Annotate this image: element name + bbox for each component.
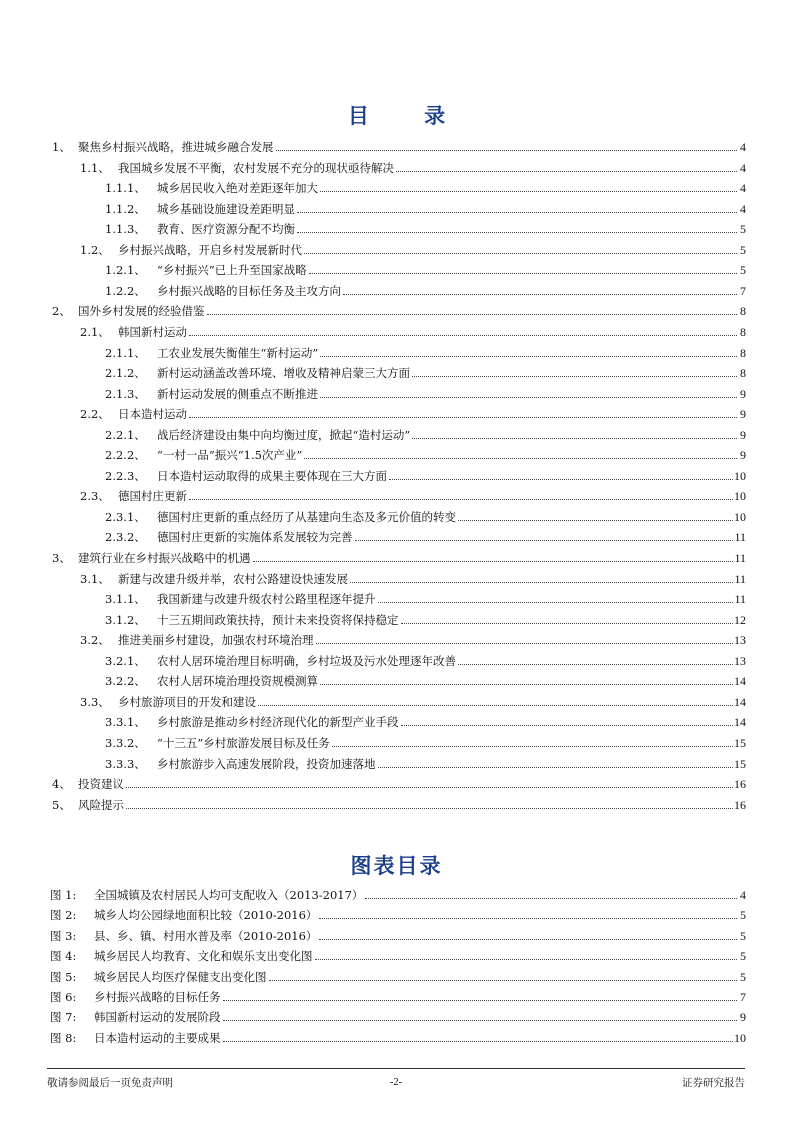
figure-entry[interactable] bbox=[50, 984, 746, 1004]
entry-number: 2.2.1、 bbox=[105, 427, 146, 442]
entry-page: 9 bbox=[740, 386, 746, 401]
leader-dots bbox=[378, 767, 734, 768]
entry-title: 德国村庄更新 bbox=[118, 489, 187, 504]
toc-item[interactable] bbox=[105, 340, 746, 360]
entry-title: 韩国新村运动 bbox=[118, 324, 187, 339]
entry-number: 3、 bbox=[52, 551, 71, 565]
entry-title: 农村人居环境治理投资规模测算 bbox=[157, 674, 318, 689]
entry-page: 7 bbox=[740, 283, 746, 298]
figure-list-title: 图表目录 bbox=[350, 854, 443, 878]
entry-number: 4、 bbox=[52, 777, 71, 792]
entry-number: 3.3、 bbox=[80, 694, 110, 709]
entry-number: 图 1: bbox=[50, 888, 77, 902]
entry-number: 2.1.3、 bbox=[105, 386, 146, 401]
leader-dots bbox=[396, 171, 737, 172]
entry-title: 战后经济建设由集中向均衡过度，掀起“造村运动” bbox=[157, 427, 411, 442]
toc-item[interactable] bbox=[105, 751, 746, 771]
entry-number: 3.3.1、 bbox=[105, 715, 146, 730]
entry-number: 1.1.1、 bbox=[105, 181, 146, 196]
entry-page: 9 bbox=[740, 448, 746, 463]
entry-page: 5 bbox=[740, 949, 746, 964]
entry-title: 农村人居环境治理目标明确，乡村垃圾及污水处理逐年改善 bbox=[157, 653, 456, 668]
entry-page: 10 bbox=[734, 1030, 746, 1045]
entry-page: 10 bbox=[734, 509, 746, 524]
entry-number: 图 5: bbox=[50, 969, 77, 984]
leader-dots bbox=[223, 1041, 734, 1042]
entry-title: 我国新建与改建升级农村公路里程逐年提升 bbox=[157, 592, 376, 607]
leader-dots bbox=[316, 643, 734, 644]
entry-title: 教育、医疗资源分配不均衡 bbox=[157, 222, 295, 237]
entry-number: 3.2.1、 bbox=[105, 653, 146, 668]
entry-page: 16 bbox=[734, 797, 746, 812]
entry-number: 2.3、 bbox=[80, 489, 110, 504]
figure-entry[interactable] bbox=[50, 902, 746, 922]
entry-page: 9 bbox=[740, 1010, 746, 1025]
leader-dots bbox=[189, 335, 737, 336]
entry-page: 4 bbox=[740, 181, 746, 196]
toc-item[interactable] bbox=[105, 463, 746, 483]
entry-number: 2.2.2、 bbox=[105, 448, 146, 463]
entry-title: 县、乡、镇、村用水普及率（2010-2016） bbox=[94, 928, 318, 943]
leader-dots bbox=[315, 959, 738, 960]
entry-page: 9 bbox=[740, 427, 746, 442]
entry-title: 城乡居民人均医疗保健支出变化图 bbox=[94, 969, 267, 984]
entry-page: 11 bbox=[734, 551, 746, 565]
entry-page: 7 bbox=[740, 990, 746, 1004]
entry-number: 1.2.2、 bbox=[105, 283, 146, 298]
toc-subsection[interactable] bbox=[80, 155, 746, 175]
entry-title: 推进美丽乡村建设，加强农村环境治理 bbox=[118, 633, 314, 648]
figure-entry[interactable] bbox=[50, 1004, 746, 1024]
leader-dots bbox=[350, 582, 733, 583]
leader-dots bbox=[297, 232, 737, 233]
entry-title: 新建与改建升级并举，农村公路建设快速发展 bbox=[118, 571, 348, 586]
entry-title: 乡村旅游步入高速发展阶段，投资加速落地 bbox=[157, 756, 376, 771]
entry-number: 2.2.3、 bbox=[105, 468, 146, 483]
entry-number: 2.2、 bbox=[80, 407, 110, 422]
entry-title: “一村一品”振兴“1.5次产业” bbox=[157, 448, 303, 463]
entry-page: 8 bbox=[740, 324, 746, 339]
entry-title: 国外乡村发展的经验借鉴 bbox=[78, 304, 205, 319]
entry-page: 4 bbox=[740, 888, 746, 902]
footer-disclaimer: 敬请参阅最后一页免责声明 bbox=[47, 1076, 173, 1089]
entry-title: 聚焦乡村振兴战略，推进城乡融合发展 bbox=[78, 140, 274, 154]
toc-item[interactable] bbox=[105, 442, 746, 462]
leader-dots bbox=[343, 294, 737, 295]
entry-number: 3.3.2、 bbox=[105, 735, 146, 750]
leader-dots bbox=[189, 499, 733, 500]
toc-item[interactable] bbox=[105, 422, 746, 442]
entry-number: 3.2.2、 bbox=[105, 674, 146, 689]
toc-section[interactable] bbox=[52, 134, 746, 154]
toc-subsection[interactable] bbox=[80, 627, 746, 647]
entry-number: 1.2.1、 bbox=[105, 263, 146, 278]
entry-page: 15 bbox=[734, 735, 746, 750]
entry-title: 新村运动涵盖改善环境、增收及精神启蒙三大方面 bbox=[157, 366, 410, 381]
entry-number: 2.3.1、 bbox=[105, 509, 146, 524]
entry-title: 德国村庄更新的实施体系发展较为完善 bbox=[157, 530, 353, 545]
figure-entry[interactable] bbox=[50, 1025, 746, 1045]
toc-item[interactable] bbox=[105, 278, 746, 298]
entry-title: 乡村振兴战略的目标任务 bbox=[94, 990, 221, 1004]
entry-number: 5、 bbox=[52, 797, 71, 812]
toc-subsection[interactable] bbox=[80, 689, 746, 709]
entry-title: 我国城乡发展不平衡，农村发展不充分的现状亟待解决 bbox=[118, 160, 394, 175]
entry-page: 4 bbox=[740, 160, 746, 175]
entry-page: 14 bbox=[734, 694, 746, 709]
leader-dots bbox=[320, 356, 737, 357]
leader-dots bbox=[412, 438, 737, 439]
entry-number: 1.1、 bbox=[80, 160, 110, 175]
entry-number: 图 8: bbox=[50, 1030, 77, 1045]
entry-number: 2.3.2、 bbox=[105, 530, 146, 545]
entry-number: 2、 bbox=[52, 304, 71, 319]
leader-dots bbox=[297, 212, 737, 213]
leader-dots bbox=[378, 602, 734, 603]
entry-title: “十三五”乡村旅游发展目标及任务 bbox=[157, 735, 330, 750]
entry-page: 9 bbox=[740, 407, 746, 422]
entry-page: 5 bbox=[740, 969, 746, 984]
entry-number: 3.1.2、 bbox=[105, 612, 146, 627]
leader-dots bbox=[332, 746, 733, 747]
toc-item[interactable] bbox=[105, 607, 746, 627]
toc-item[interactable] bbox=[105, 360, 746, 380]
toc-item[interactable] bbox=[105, 524, 746, 544]
leader-dots bbox=[207, 314, 738, 315]
entry-number: 图 6: bbox=[50, 990, 77, 1004]
entry-title: 日本造村运动 bbox=[118, 407, 187, 422]
entry-page: 10 bbox=[734, 489, 746, 504]
leader-dots bbox=[319, 918, 737, 919]
entry-title: 工农业发展失衡催生“新村运动” bbox=[157, 345, 319, 360]
leader-dots bbox=[458, 520, 733, 521]
entry-number: 图 4: bbox=[50, 949, 77, 964]
entry-title: 新村运动发展的侧重点不断推进 bbox=[157, 386, 318, 401]
entry-page: 16 bbox=[734, 777, 746, 792]
toc-section[interactable] bbox=[52, 792, 746, 812]
entry-title: 乡村振兴战略，开启乡村发展新时代 bbox=[118, 242, 302, 257]
footer-divider bbox=[47, 1068, 745, 1069]
entry-title: 乡村旅游是推动乡村经济现代化的新型产业手段 bbox=[157, 715, 399, 730]
entry-title: 全国城镇及农村居民人均可支配收入（2013-2017） bbox=[94, 888, 364, 902]
entry-number: 3.1.1、 bbox=[105, 592, 146, 607]
toc-section[interactable] bbox=[52, 298, 746, 318]
toc-section[interactable] bbox=[52, 545, 746, 565]
entry-page: 10 bbox=[734, 468, 746, 483]
entry-page: 11 bbox=[734, 571, 746, 586]
figure-entry[interactable] bbox=[50, 964, 746, 984]
toc-subsection[interactable] bbox=[80, 237, 746, 257]
entry-title: 乡村旅游项目的开发和建设 bbox=[118, 694, 256, 709]
entry-number: 图 2: bbox=[50, 908, 77, 923]
leader-dots bbox=[365, 898, 737, 899]
entry-title: 德国村庄更新的重点经历了从基建向生态及多元价值的转变 bbox=[157, 509, 456, 524]
leader-dots bbox=[304, 458, 737, 459]
toc-subsection[interactable] bbox=[80, 401, 746, 421]
entry-page: 12 bbox=[734, 612, 746, 627]
leader-dots bbox=[126, 787, 733, 788]
entry-page: 8 bbox=[740, 366, 746, 381]
leader-dots bbox=[401, 623, 734, 624]
toc-item[interactable] bbox=[105, 709, 746, 729]
entry-page: 4 bbox=[740, 201, 746, 216]
toc-item[interactable] bbox=[105, 668, 746, 688]
leader-dots bbox=[355, 540, 734, 541]
leader-dots bbox=[258, 705, 733, 706]
page-number: -2- bbox=[389, 1076, 403, 1088]
toc-item[interactable] bbox=[105, 216, 746, 236]
entry-title: 日本造村运动取得的成果主要体现在三大方面 bbox=[157, 468, 387, 483]
leader-dots bbox=[276, 150, 738, 151]
leader-dots bbox=[458, 664, 733, 665]
figure-entry[interactable] bbox=[50, 923, 746, 943]
entry-page: 15 bbox=[734, 756, 746, 771]
leader-dots bbox=[309, 273, 737, 274]
leader-dots bbox=[223, 1020, 738, 1021]
toc-item[interactable] bbox=[105, 175, 746, 195]
entry-title: 韩国新村运动的发展阶段 bbox=[94, 1010, 221, 1025]
leader-dots bbox=[253, 561, 734, 562]
entry-number: 2.1、 bbox=[80, 324, 110, 339]
entry-page: 5 bbox=[740, 242, 746, 257]
toc-title: 目 录 bbox=[347, 104, 470, 128]
entry-number: 1.1.3、 bbox=[105, 222, 146, 237]
figure-entry[interactable] bbox=[50, 882, 746, 902]
toc-item[interactable] bbox=[105, 196, 746, 216]
leader-dots bbox=[269, 980, 738, 981]
leader-dots bbox=[319, 939, 737, 940]
leader-dots bbox=[389, 479, 733, 480]
toc-item[interactable] bbox=[105, 257, 746, 277]
entry-page: 11 bbox=[734, 530, 746, 545]
entry-title: 风险提示 bbox=[78, 797, 124, 812]
leader-dots bbox=[401, 725, 734, 726]
entry-title: 城乡基础设施建设差距明显 bbox=[157, 201, 295, 216]
entry-number: 3.2、 bbox=[80, 633, 110, 648]
entry-number: 图 7: bbox=[50, 1010, 77, 1025]
leader-dots bbox=[320, 684, 733, 685]
entry-page: 5 bbox=[740, 928, 746, 943]
toc-item[interactable] bbox=[105, 381, 746, 401]
entry-title: 十三五期间政策扶持，预计未来投资将保持稳定 bbox=[157, 612, 399, 627]
entry-page: 11 bbox=[734, 592, 746, 607]
figure-entry[interactable] bbox=[50, 943, 746, 963]
entry-title: 投资建议 bbox=[78, 777, 124, 792]
page-footer bbox=[47, 1074, 745, 1090]
entry-page: 5 bbox=[740, 222, 746, 237]
entry-title: “乡村振兴”已上升至国家战略 bbox=[157, 263, 307, 278]
entry-number: 2.1.1、 bbox=[105, 345, 146, 360]
toc-item[interactable] bbox=[105, 648, 746, 668]
entry-title: 城乡人均公园绿地面积比较（2010-2016） bbox=[94, 908, 318, 923]
entry-number: 3.1、 bbox=[80, 571, 110, 586]
entry-page: 14 bbox=[734, 715, 746, 730]
entry-page: 8 bbox=[740, 345, 746, 360]
leader-dots bbox=[126, 808, 733, 809]
entry-number: 3.3.3、 bbox=[105, 756, 146, 771]
leader-dots bbox=[189, 417, 737, 418]
entry-page: 5 bbox=[740, 908, 746, 923]
entry-page: 4 bbox=[740, 140, 746, 154]
footer-report-type: 证券研究报告 bbox=[682, 1076, 745, 1089]
toc-item[interactable] bbox=[105, 586, 746, 606]
entry-page: 5 bbox=[740, 263, 746, 278]
entry-number: 1.2、 bbox=[80, 242, 110, 257]
entry-title: 城乡居民人均教育、文化和娱乐支出变化图 bbox=[94, 949, 313, 964]
entry-number: 2.1.2、 bbox=[105, 366, 146, 381]
entry-title: 建筑行业在乡村振兴战略中的机遇 bbox=[78, 551, 251, 565]
leader-dots bbox=[304, 253, 737, 254]
entry-page: 14 bbox=[734, 674, 746, 689]
entry-number: 1.1.2、 bbox=[105, 201, 146, 216]
entry-page: 13 bbox=[734, 633, 746, 648]
leader-dots bbox=[320, 191, 737, 192]
entry-title: 城乡居民收入绝对差距逐年加大 bbox=[157, 181, 318, 196]
toc-section[interactable] bbox=[52, 771, 746, 791]
entry-page: 8 bbox=[740, 304, 746, 319]
leader-dots bbox=[320, 397, 737, 398]
toc-item[interactable] bbox=[105, 504, 746, 524]
toc-subsection[interactable] bbox=[80, 483, 746, 503]
entry-number: 1、 bbox=[52, 140, 71, 154]
entry-title: 日本造村运动的主要成果 bbox=[94, 1030, 221, 1045]
toc-subsection[interactable] bbox=[80, 566, 746, 586]
toc-item[interactable] bbox=[105, 730, 746, 750]
entry-title: 乡村振兴战略的目标任务及主攻方向 bbox=[157, 283, 341, 298]
leader-dots bbox=[412, 376, 737, 377]
toc-subsection[interactable] bbox=[80, 319, 746, 339]
entry-number: 图 3: bbox=[50, 928, 77, 943]
entry-page: 13 bbox=[734, 653, 746, 668]
leader-dots bbox=[223, 1000, 738, 1001]
